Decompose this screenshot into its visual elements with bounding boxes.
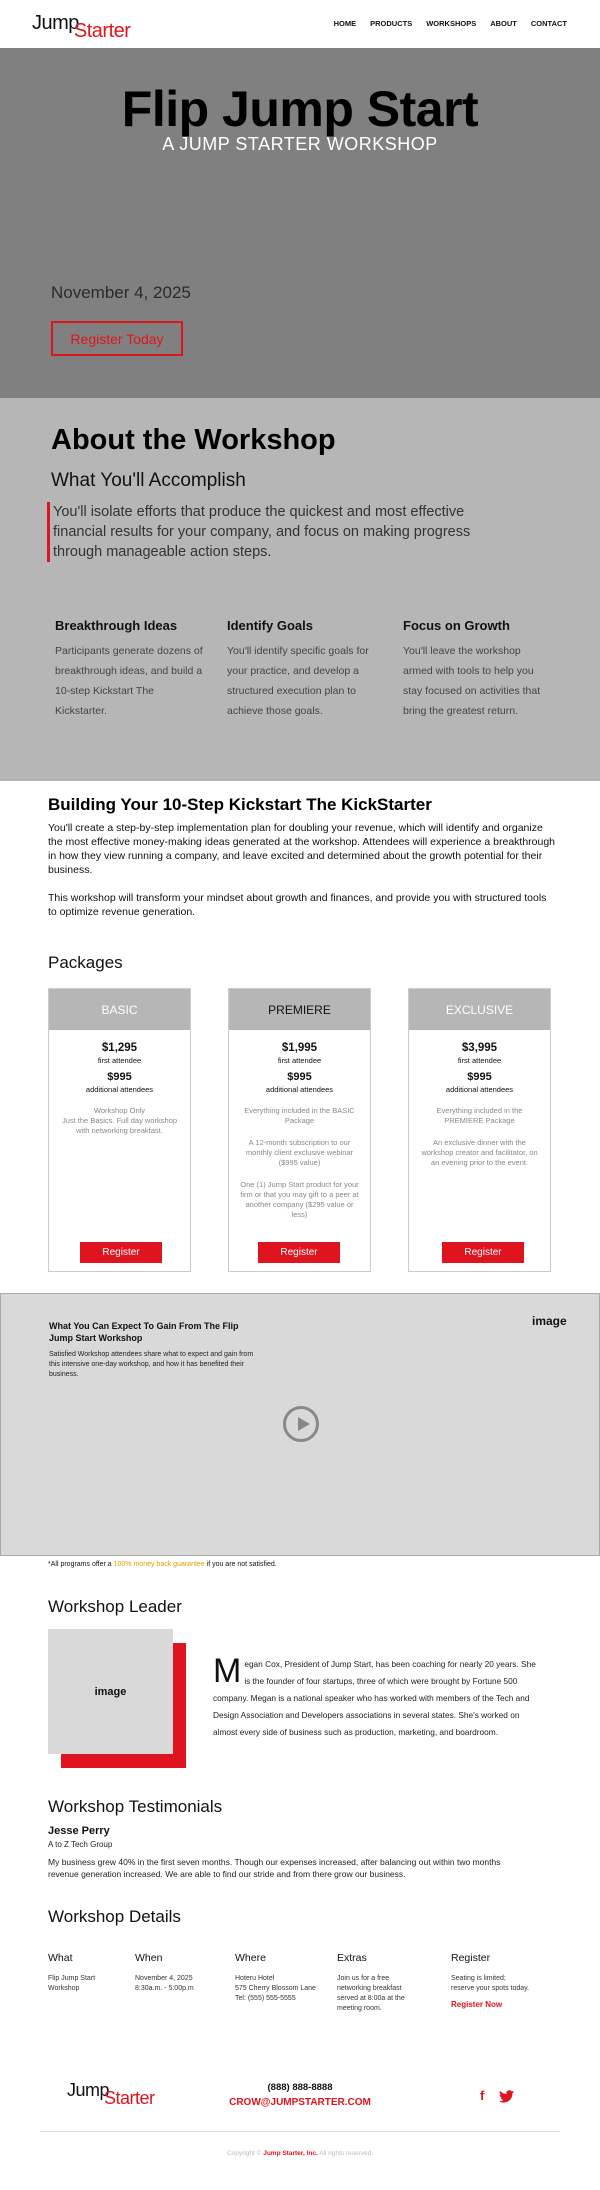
testimonials-title: Workshop Testimonials [48, 1797, 223, 1816]
video-text: Satisfied Workshop attendees share what to expect and gain from this intensive one-day workshop, and how it has benefited their business. [49, 1351, 254, 1378]
package-price: $1,295 [101, 1042, 138, 1054]
footer-logo-starter: Starter [104, 2088, 155, 2108]
copyright-prefix: Copyright © [226, 2150, 264, 2157]
guarantee-note [48, 1561, 277, 1568]
copyright [0, 2150, 600, 2157]
main-nav [334, 19, 567, 28]
footer-email[interactable]: CROW@JUMPSTARTER.COM [229, 2097, 371, 2108]
details-heading: When [135, 1952, 163, 1964]
details-heading: Register [451, 1952, 491, 1964]
details-heading: What [48, 1952, 73, 1964]
details-heading: Where [235, 1952, 266, 1964]
leader-bio [213, 1652, 543, 1741]
package-name: BASIC [49, 989, 190, 1030]
testimonial-quote: My business grew 40% in the first seven months. Though our expenses increased, after balancing out within two months revenue generation increased. We are able to find our stride and from there grow our business. [48, 1857, 501, 1879]
nav-contact[interactable]: CONTACT [530, 19, 567, 28]
package-price-additional-note: additional attendees [85, 1085, 154, 1094]
testimonial-name: Jesse Perry [48, 1825, 110, 1837]
package-card-exclusive [408, 988, 551, 1272]
about-title: About the Workshop [51, 424, 336, 456]
package-price-additional-note: additional attendees [445, 1085, 514, 1094]
site-header [0, 0, 600, 48]
building-paragraph: You'll create a step-by-step implementation plan for doubling your revenue, which will identify and organize the most effective money-making ideas generated at the workshop. Attendees will experience a breakthrough in how they view running a company, and leave excited and determined about the growth potential for their business. [48, 822, 556, 876]
nav-workshops[interactable]: WORKSHOPS [426, 19, 477, 28]
details-line: meeting room. [337, 2005, 382, 2012]
packages-title: Packages [48, 953, 123, 972]
package-note: Everything included in the PREMIERE Package [436, 1106, 523, 1125]
about-column [403, 618, 553, 721]
details-when [135, 1952, 194, 1994]
register-premiere-button[interactable]: Register [258, 1242, 340, 1263]
package-price-additional: $995 [107, 1071, 132, 1083]
twitter-icon[interactable] [499, 2090, 514, 2103]
details-line: Hoteru Hotel [235, 1975, 275, 1982]
about-column [227, 618, 377, 721]
column-text: You'll identify specific goals for your practice, and develop a structured execution plan to achieve those goals. [227, 645, 369, 717]
details-line: Join us for a free [337, 1975, 390, 1982]
about-column [55, 618, 205, 721]
logo[interactable] [32, 12, 131, 42]
package-note: One (1) Jump Start product for your firm or that you may gift to a peer at another company ($295 value or less) [240, 1180, 359, 1219]
column-text: You'll leave the workshop armed with tools to help you stay focused on activities that bring the greatest return. [403, 645, 541, 717]
testimonial-company: A to Z Tech Group [48, 1840, 113, 1849]
register-exclusive-button[interactable]: Register [442, 1242, 524, 1263]
video-section [0, 1293, 600, 1556]
package-price: $3,995 [461, 1042, 498, 1054]
nav-products[interactable]: PRODUCTS [370, 19, 413, 28]
details-line: networking breakfast [337, 1985, 402, 1992]
leader-bio-text: egan Cox, President of Jump Start, has been coaching for nearly 20 years. She is the founder of four startups, three of which were brought by Fortune 500 company. Megan is a national speaker who has worked with members of the Tech and Design Association and Developers associations in several states. She's worked on almost every side of business such as production, marketing, and boardroom. [213, 1659, 536, 1737]
package-price-note: first attendee [277, 1056, 322, 1065]
package-price-note: first attendee [457, 1056, 502, 1065]
copyright-company[interactable]: Jump Starter, Inc. [263, 2150, 318, 2157]
details-line: Tel: (555) 555-5555 [235, 1995, 296, 2002]
package-name: EXCLUSIVE [409, 989, 550, 1030]
package-card-basic [48, 988, 191, 1272]
guarantee-prefix: *All programs offer a [48, 1561, 114, 1568]
hero-title: Flip Jump Start [121, 81, 479, 137]
details-extras [337, 1952, 405, 2014]
details-register [451, 1952, 529, 2009]
details-line: Workshop [48, 1985, 80, 1992]
details-line: 575 Cherry Blossom Lane [235, 1985, 316, 1992]
package-note: An exclusive dinner with the workshop creator and facilitator, on an evening prior to the event. [421, 1138, 538, 1167]
leader-dropcap: M [213, 1652, 242, 1690]
footer-phone[interactable]: (888) 888-8888 [267, 2082, 333, 2093]
details-title: Workshop Details [48, 1907, 181, 1926]
about-quote: You'll isolate efforts that produce the quickest and most effective financial results for your company, and focus on making progress through manageable action steps. [47, 502, 487, 562]
building-paragraph: This workshop will transform your mindset about growth and finances, and provide you with structured tools to optimize revenue generation. [48, 892, 547, 918]
details-line: November 4, 2025 [135, 1975, 193, 1982]
register-basic-button[interactable]: Register [80, 1242, 162, 1263]
logo-starter: Starter [73, 20, 131, 42]
package-note: A 12-month subscription to our monthly client exclusive webinar ($995 value) [245, 1138, 354, 1167]
details-line: Flip Jump Start [48, 1975, 96, 1982]
about-subtitle: What You'll Accomplish [51, 470, 246, 491]
details-line: 8:30a.m. - 5:00p.m [135, 1985, 194, 1992]
hero-date: November 4, 2025 [51, 283, 191, 302]
package-note: Just the Basics. Full day workshop with networking breakfast. [61, 1116, 178, 1135]
package-note: Everything included in the BASIC Package [244, 1106, 355, 1125]
package-note: Workshop Only [93, 1106, 146, 1115]
nav-about[interactable]: ABOUT [490, 19, 517, 28]
details-heading: Extras [337, 1952, 367, 1964]
logo-jump: Jump [32, 12, 79, 34]
package-price-additional: $995 [467, 1071, 492, 1083]
package-price-additional-note: additional attendees [265, 1085, 334, 1094]
package-price: $1,995 [281, 1042, 318, 1054]
play-icon[interactable] [283, 1406, 319, 1442]
nav-home[interactable]: HOME [333, 19, 357, 28]
details-line: Seating is limited; [451, 1975, 506, 1982]
details-line: reserve your spots today. [451, 1985, 530, 1992]
building-title: Building Your 10-Step Kickstart The KickStarter [48, 795, 432, 814]
register-today-button[interactable]: Register Today [51, 321, 183, 356]
column-text: Participants generate dozens of breakthrough ideas, and build a 10-step Kickstart The Kickstarter. [55, 645, 203, 717]
footer-divider [40, 2131, 560, 2132]
hero-subtitle: A JUMP STARTER WORKSHOP [162, 134, 438, 154]
package-price-note: first attendee [97, 1056, 142, 1065]
register-now-link[interactable]: Register Now [451, 2000, 503, 2009]
package-price-additional: $995 [287, 1071, 312, 1083]
column-heading: Focus on Growth [403, 618, 510, 633]
details-where [235, 1952, 316, 2004]
package-card-premiere [228, 988, 371, 1272]
video-title: What You Can Expect To Gain From The Flip Jump Start Workshop [49, 1321, 239, 1343]
guarantee-suffix: if you are not satisfied. [204, 1561, 277, 1568]
guarantee-link[interactable]: 100% money back guarantee [113, 1561, 205, 1568]
column-heading: Breakthrough Ideas [55, 618, 178, 633]
details-line: served at 8:00a at the [337, 1995, 405, 2002]
column-heading: Identify Goals [227, 618, 313, 633]
video-image-placeholder: image [532, 1314, 567, 1328]
package-name: PREMIERE [229, 989, 370, 1030]
leader-title: Workshop Leader [48, 1597, 182, 1616]
leader-image: image [48, 1629, 173, 1754]
hero-section [0, 48, 600, 398]
details-what [48, 1952, 95, 1994]
facebook-icon[interactable]: f [480, 2088, 485, 2103]
footer-logo-jump: Jump [67, 2080, 110, 2100]
about-section [0, 398, 600, 781]
copyright-suffix: All rights reserved. [317, 2150, 374, 2157]
